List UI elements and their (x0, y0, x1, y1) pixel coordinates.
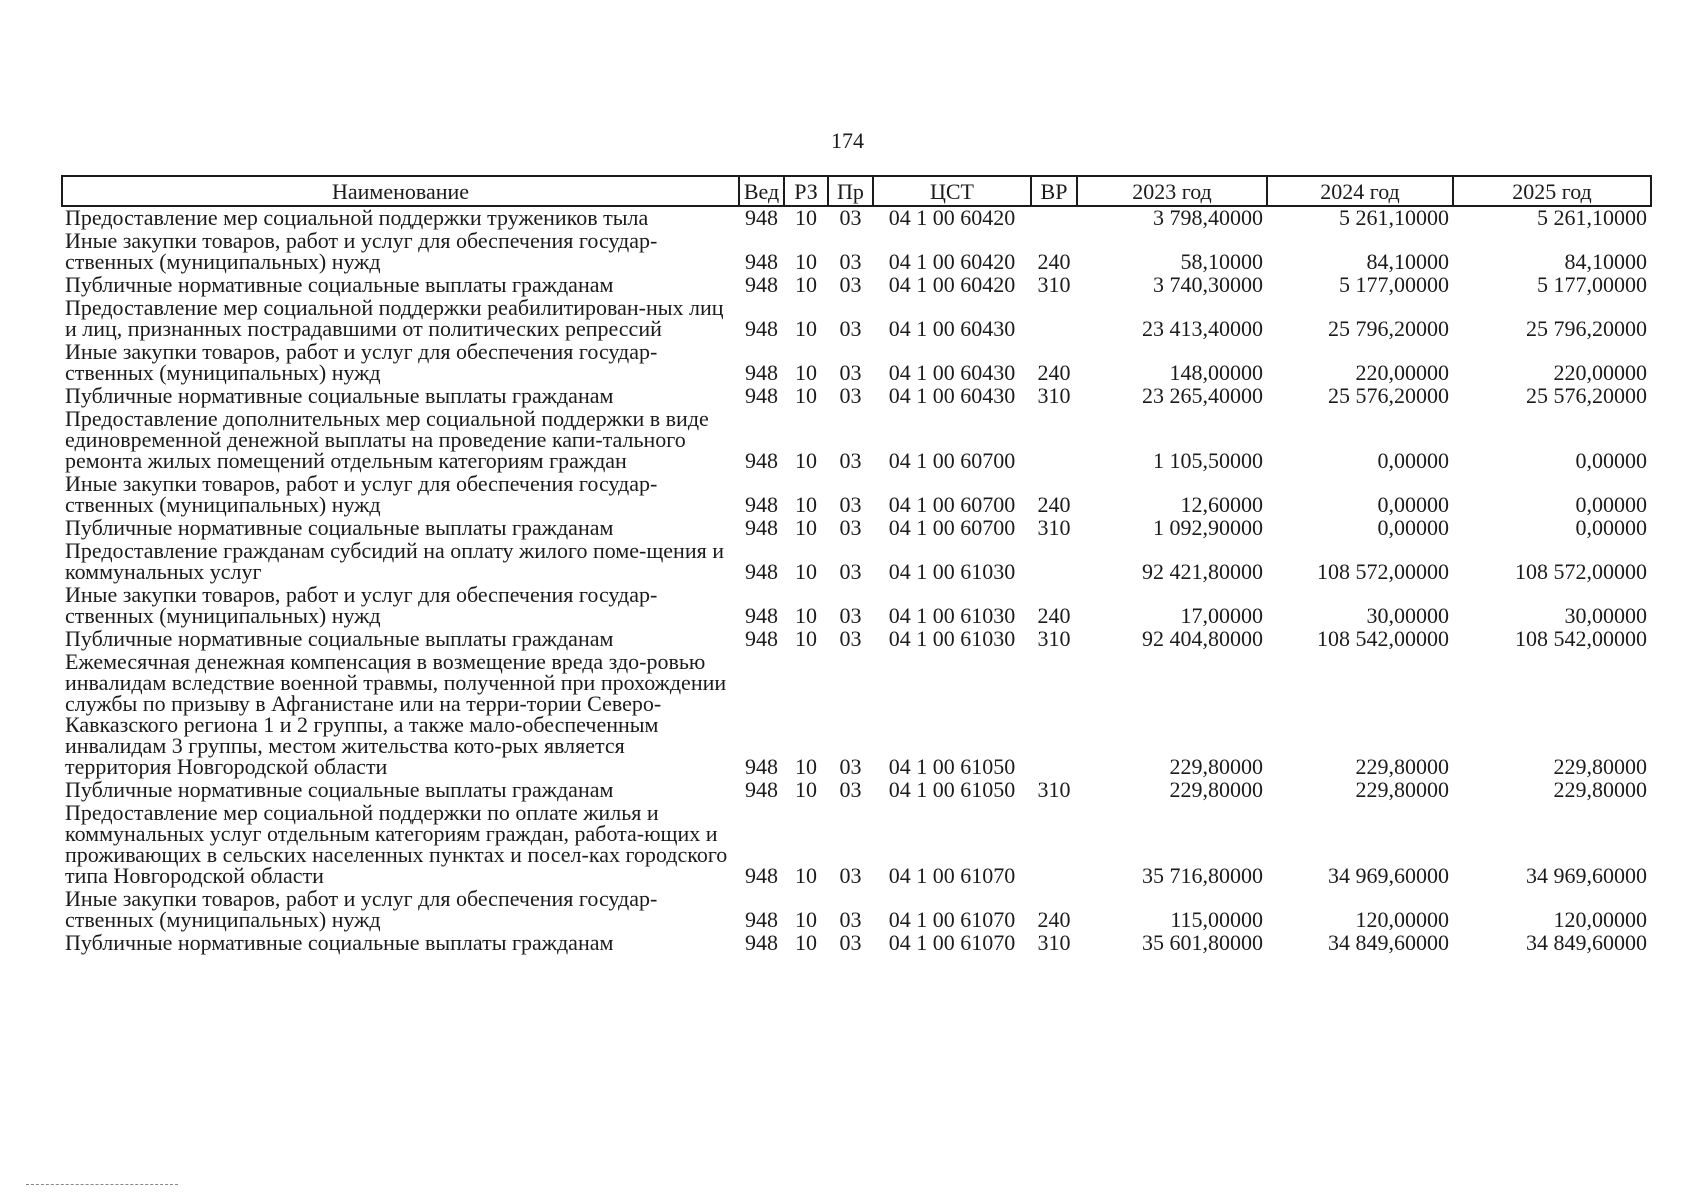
row-amount-2024: 84,10000 (1366, 249, 1449, 274)
row-ved: 948 (745, 863, 778, 888)
row-vr (1031, 802, 1077, 888)
row-name: Публичные нормативные социальные выплаты гражданам (65, 383, 614, 408)
row-rz: 10 (795, 448, 817, 473)
row-amount-2024: 0,00000 (1377, 515, 1449, 540)
row-rz: 10 (795, 515, 817, 540)
footer-rule (26, 1184, 178, 1185)
row-vr: 310 (1037, 777, 1071, 802)
row-amount-2025: 34 849,60000 (1526, 930, 1647, 955)
row-ved: 948 (745, 603, 778, 628)
row-amount-2023: 12,60000 (1180, 492, 1263, 517)
row-amount-2024: 0,00000 (1377, 448, 1449, 473)
row-amount-2024: 25 796,20000 (1328, 316, 1449, 341)
table-row (62, 206, 1651, 230)
row-name: Иные закупки товаров, работ и услуг для обеспечения государ-ственных (муниципальных) нужд (65, 582, 658, 628)
table-row (62, 584, 1651, 628)
row-pr: 03 (839, 603, 862, 628)
row-pr: 03 (839, 272, 862, 297)
row-amount-2023: 17,00000 (1180, 603, 1263, 628)
row-name: Ежемесячная денежная компенсация в возмещение вреда здо-ровью инвалидам вследствие военной травмы, полученной при прохождении службы по призыву в Афганистане или на терри-тории Северо-Кавказского региона 1 и 2 группы, а также мало-обеспеченным инвалидам 3 группы, местом жительства кото-рых является территория Новгородской области (65, 649, 727, 779)
row-ved: 948 (745, 930, 778, 955)
row-ved: 948 (745, 249, 778, 274)
row-pr: 03 (839, 907, 862, 932)
row-pr: 03 (839, 515, 862, 540)
row-name: Иные закупки товаров, работ и услуг для обеспечения государ-ственных (муниципальных) нужд (65, 886, 658, 932)
row-amount-2025: 34 969,60000 (1526, 863, 1647, 888)
row-cst: 04 1 00 60700 (888, 448, 1016, 473)
row-name: Иные закупки товаров, работ и услуг для обеспечения государ-ственных (муниципальных) нужд (65, 228, 658, 274)
row-amount-2023: 23 413,40000 (1142, 316, 1263, 341)
row-name: Публичные нормативные социальные выплаты гражданам (65, 272, 614, 297)
table-row (62, 802, 1651, 888)
row-amount-2024: 25 576,20000 (1328, 383, 1449, 408)
row-pr: 03 (839, 777, 862, 802)
row-pr: 03 (839, 448, 862, 473)
row-vr: 240 (1037, 603, 1071, 628)
row-vr: 310 (1037, 383, 1071, 408)
row-cst: 04 1 00 61030 (888, 626, 1016, 651)
row-vr (1031, 206, 1077, 230)
row-vr: 310 (1037, 272, 1071, 297)
row-amount-2025: 229,80000 (1553, 777, 1647, 802)
row-amount-2024: 108 572,00000 (1317, 559, 1449, 584)
row-amount-2025: 120,00000 (1553, 907, 1647, 932)
row-cst: 04 1 00 60420 (888, 249, 1016, 274)
row-amount-2025: 5 177,00000 (1537, 272, 1647, 297)
row-amount-2025: 108 572,00000 (1515, 559, 1647, 584)
row-pr: 03 (839, 383, 862, 408)
row-amount-2023: 229,80000 (1169, 754, 1263, 779)
row-amount-2023: 3 740,30000 (1153, 272, 1263, 297)
row-name: Публичные нормативные социальные выплаты гражданам (65, 626, 614, 651)
row-amount-2025: 30,00000 (1564, 603, 1647, 628)
row-name: Публичные нормативные социальные выплаты гражданам (65, 777, 614, 802)
row-cst: 04 1 00 61050 (888, 777, 1016, 802)
row-vr: 310 (1037, 515, 1071, 540)
row-amount-2024: 120,00000 (1355, 907, 1449, 932)
row-cst: 04 1 00 60430 (888, 360, 1016, 385)
table-header (62, 176, 1651, 206)
header-2023: 2023 год (1077, 176, 1267, 206)
row-pr: 03 (839, 754, 862, 779)
row-name: Предоставление дополнительных мер социальной поддержки в виде единовременной денежной выплаты на проведение капи-тального ремонта жилых помещений отдельным категориям граждан (65, 406, 709, 473)
row-cst: 04 1 00 61030 (888, 559, 1016, 584)
row-amount-2024: 5 261,10000 (1339, 205, 1449, 230)
row-name: Иные закупки товаров, работ и услуг для обеспечения государ-ственных (муниципальных) нужд (65, 339, 658, 385)
row-rz: 10 (795, 249, 817, 274)
row-vr: 310 (1037, 626, 1071, 651)
row-cst: 04 1 00 61070 (888, 907, 1016, 932)
row-cst: 04 1 00 60430 (888, 316, 1016, 341)
row-ved: 948 (745, 205, 778, 230)
row-amount-2023: 1 105,50000 (1153, 448, 1263, 473)
row-cst: 04 1 00 61050 (888, 754, 1016, 779)
row-amount-2024: 34 969,60000 (1328, 863, 1449, 888)
row-ved: 948 (745, 907, 778, 932)
row-pr: 03 (839, 930, 862, 955)
row-amount-2023: 58,10000 (1180, 249, 1263, 274)
row-cst: 04 1 00 61070 (888, 930, 1016, 955)
table-body (62, 206, 1651, 955)
row-amount-2023: 23 265,40000 (1142, 383, 1263, 408)
row-cst: 04 1 00 60700 (888, 492, 1016, 517)
row-rz: 10 (795, 907, 817, 932)
row-rz: 10 (795, 777, 817, 802)
row-rz: 10 (795, 626, 817, 651)
table-row (62, 473, 1651, 517)
row-pr: 03 (839, 863, 862, 888)
row-pr: 03 (839, 249, 862, 274)
row-ved: 948 (745, 626, 778, 651)
row-amount-2025: 0,00000 (1575, 492, 1647, 517)
header-vr: ВР (1031, 176, 1077, 206)
row-amount-2023: 92 421,80000 (1142, 559, 1263, 584)
row-name: Предоставление мер социальной поддержки тружеников тыла (65, 205, 649, 230)
table-row (62, 517, 1651, 540)
row-amount-2025: 229,80000 (1553, 754, 1647, 779)
row-ved: 948 (745, 559, 778, 584)
row-amount-2024: 108 542,00000 (1317, 626, 1449, 651)
row-amount-2024: 220,00000 (1355, 360, 1449, 385)
row-pr: 03 (839, 360, 862, 385)
row-amount-2025: 5 261,10000 (1537, 205, 1647, 230)
table-row (62, 385, 1651, 408)
row-vr (1031, 297, 1077, 341)
row-pr: 03 (839, 626, 862, 651)
table-row (62, 297, 1651, 341)
row-amount-2024: 30,00000 (1366, 603, 1449, 628)
row-vr (1031, 540, 1077, 584)
row-name: Предоставление мер социальной поддержки реабилитирован-ных лиц и лиц, признанных пострадавшими от политических репрессий (65, 295, 724, 341)
row-ved: 948 (745, 492, 778, 517)
row-amount-2025: 84,10000 (1564, 249, 1647, 274)
row-cst: 04 1 00 60420 (888, 272, 1016, 297)
row-vr: 240 (1037, 249, 1071, 274)
row-ved: 948 (745, 316, 778, 341)
row-ved: 948 (745, 754, 778, 779)
row-pr: 03 (839, 492, 862, 517)
table-row (62, 274, 1651, 297)
row-amount-2025: 25 576,20000 (1526, 383, 1647, 408)
row-name: Публичные нормативные социальные выплаты гражданам (65, 515, 614, 540)
row-rz: 10 (795, 559, 817, 584)
budget-table (61, 175, 1652, 955)
row-name: Предоставление гражданам субсидий на оплату жилого поме-щения и коммунальных услуг (65, 538, 724, 584)
header-name: Наименование (62, 176, 739, 206)
row-rz: 10 (795, 492, 817, 517)
header-rz: РЗ (784, 176, 828, 206)
row-ved: 948 (745, 515, 778, 540)
row-amount-2025: 220,00000 (1553, 360, 1647, 385)
row-amount-2024: 5 177,00000 (1339, 272, 1449, 297)
row-amount-2025: 0,00000 (1575, 448, 1647, 473)
row-rz: 10 (795, 863, 817, 888)
row-rz: 10 (795, 754, 817, 779)
row-amount-2025: 108 542,00000 (1515, 626, 1647, 651)
table-row (62, 932, 1651, 955)
row-amount-2023: 148,00000 (1169, 360, 1263, 385)
header-2025: 2025 год (1453, 176, 1651, 206)
row-rz: 10 (795, 383, 817, 408)
row-amount-2023: 1 092,90000 (1153, 515, 1263, 540)
row-cst: 04 1 00 61030 (888, 603, 1016, 628)
row-rz: 10 (795, 272, 817, 297)
row-vr: 240 (1037, 907, 1071, 932)
table-row (62, 230, 1651, 274)
table-row (62, 779, 1651, 802)
row-cst: 04 1 00 61070 (888, 863, 1016, 888)
row-cst: 04 1 00 60430 (888, 383, 1016, 408)
header-2024: 2024 год (1267, 176, 1453, 206)
row-amount-2024: 34 849,60000 (1328, 930, 1449, 955)
row-amount-2024: 229,80000 (1355, 754, 1449, 779)
row-amount-2023: 35 716,80000 (1142, 863, 1263, 888)
row-pr: 03 (839, 559, 862, 584)
row-ved: 948 (745, 777, 778, 802)
row-vr (1031, 651, 1077, 779)
row-rz: 10 (795, 930, 817, 955)
row-amount-2023: 3 798,40000 (1153, 205, 1263, 230)
row-name: Иные закупки товаров, работ и услуг для обеспечения государ-ственных (муниципальных) нужд (65, 471, 658, 517)
header-ved: Вед (739, 176, 784, 206)
table-row (62, 408, 1651, 473)
row-amount-2025: 25 796,20000 (1526, 316, 1647, 341)
row-cst: 04 1 00 60700 (888, 515, 1016, 540)
row-amount-2024: 0,00000 (1377, 492, 1449, 517)
table-row (62, 341, 1651, 385)
row-ved: 948 (745, 448, 778, 473)
row-ved: 948 (745, 360, 778, 385)
row-vr: 240 (1037, 492, 1071, 517)
row-ved: 948 (745, 272, 778, 297)
row-vr: 310 (1037, 930, 1071, 955)
row-pr: 03 (839, 316, 862, 341)
row-name: Предоставление мер социальной поддержки по оплате жилья и коммунальных услуг отдельным категориям граждан, работа-ющих и проживающих в сельских населенных пунктах и посел-ках городского типа Новгородской области (65, 800, 728, 888)
row-rz: 10 (795, 205, 817, 230)
row-amount-2023: 229,80000 (1169, 777, 1263, 802)
row-amount-2024: 229,80000 (1355, 777, 1449, 802)
table-row (62, 540, 1651, 584)
row-amount-2025: 0,00000 (1575, 515, 1647, 540)
page-number: 174 (831, 128, 864, 153)
header-cst: ЦСТ (873, 176, 1031, 206)
header-pr: Пр (828, 176, 873, 206)
row-ved: 948 (745, 383, 778, 408)
row-amount-2023: 115,00000 (1170, 907, 1263, 932)
row-rz: 10 (795, 360, 817, 385)
row-rz: 10 (795, 316, 817, 341)
row-rz: 10 (795, 603, 817, 628)
row-amount-2023: 35 601,80000 (1142, 930, 1263, 955)
row-amount-2023: 92 404,80000 (1142, 626, 1263, 651)
row-name: Публичные нормативные социальные выплаты гражданам (65, 930, 614, 955)
row-pr: 03 (839, 205, 862, 230)
table-row (62, 651, 1651, 779)
table-row (62, 888, 1651, 932)
row-cst: 04 1 00 60420 (888, 205, 1016, 230)
table-row (62, 628, 1651, 651)
row-vr: 240 (1037, 360, 1071, 385)
row-vr (1031, 408, 1077, 473)
